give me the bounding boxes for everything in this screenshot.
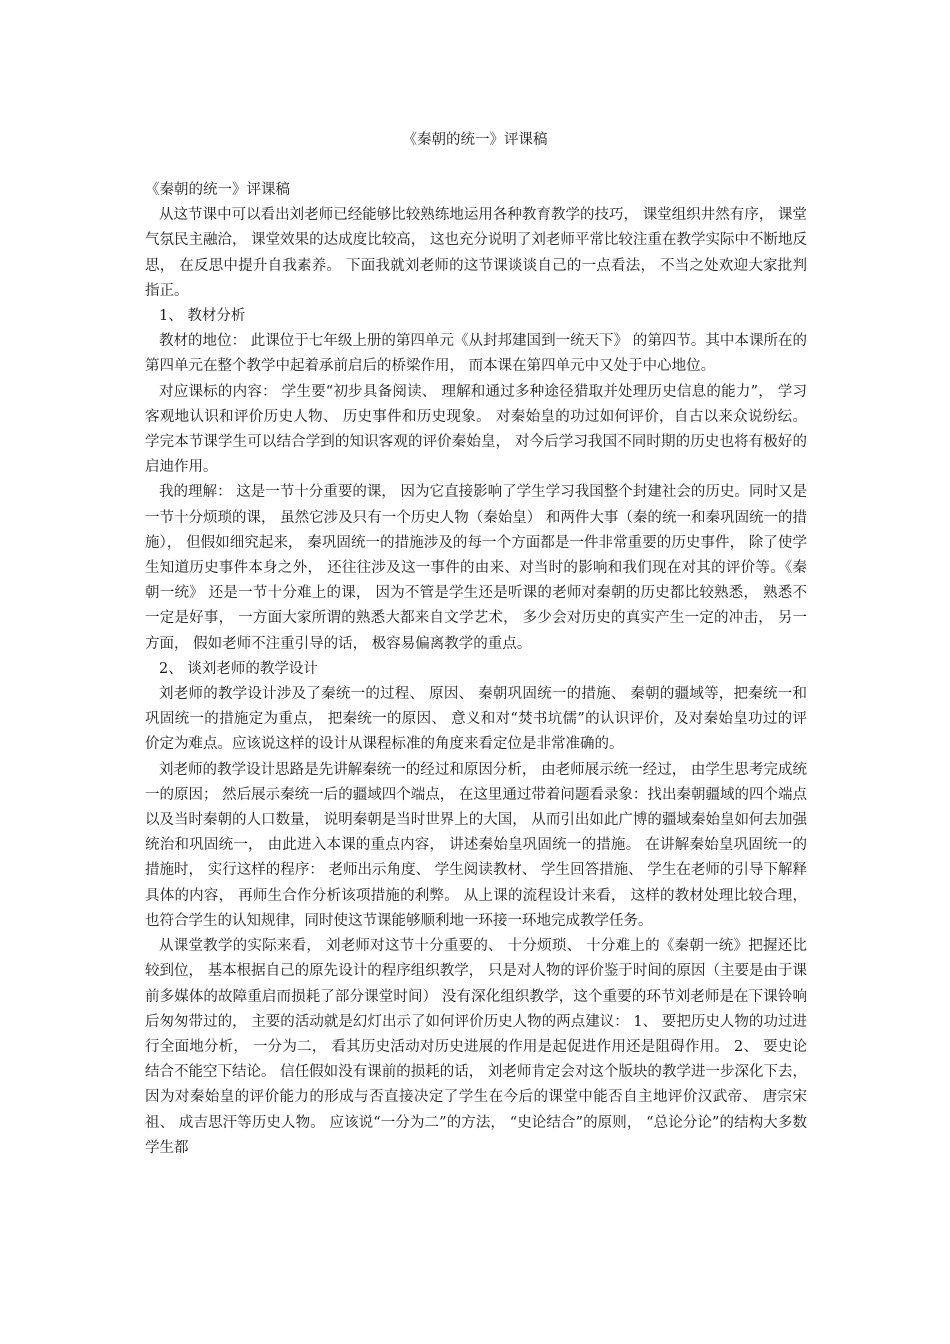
- page-title: 《秦朝的统一》评课稿: [402, 132, 548, 148]
- subtitle-line: 《秦朝的统一》评课稿: [145, 182, 290, 198]
- paragraph-classroom-practice: 从课堂教学的实际来看， 刘老师对这节十分重要的、 十分烦琐、 十分难上的《秦朝一统》把握还比较到位， 基本根据自己的原先设计的程序组织教学， 只是对人物的评价鉴于时间的原因（主要是由于课前多媒体的故障重启而损耗了部分课堂时间） 没有深化组织教学，这个重要的环节刘老师是在下课铃响后匆匆带过的， 主要的活动就是幻灯出示了如何评价历史人物的两点建议： 1、 要把历史人物的功过进行全面地分析， 一分为二， 看其历史活动对历史进展的作用是起促进作用还是阻碍作用。 2、 要史论结合不能空下结论。 信任假如没有课前的损耗的话， 刘老师肯定会对这个版块的教学进一步深化下去， 因为对秦始皇的评价能力的形成与否直接决定了学生在今后的课堂中能否自主地评价汉武帝、 唐宗宋祖、 成吉思汗等历史人物。 应该说“一分为二”的方法， “史论结合”的原则， “总论分论”的结构大多数学生都: [145, 938, 807, 1156]
- paragraph-curriculum-standard: 对应课标的内容： 学生要“初步具备阅读、 理解和通过多种途径猎取并处理历史信息的能力”， 学习客观地认识和评价历史人物、 历史事件和历史现象。 对秦始皇的功过如何评价，自古以来众说纷纭。 学完本节课学生可以结合学到的知识客观的评价秦始皇， 对今后学习我国不同时期的历史也将有极好的启迪作用。: [145, 383, 807, 476]
- section-heading-2: 2、 谈刘老师的教学设计: [159, 660, 318, 677]
- section-heading-1: 1、 教材分析: [159, 308, 246, 325]
- paragraph-design-approach: 刘老师的教学设计思路是先讲解秦统一的经过和原因分析， 由老师展示统一经过， 由学生思考完成统一的原因； 然后展示秦统一后的疆域四个端点， 在这里通过带着问题看录象：找出秦朝疆域的四个端点以及当时秦朝的人口数量， 说明秦朝是当时世界上的大国， 从而引出如此广博的疆域秦始皇如何去加强统治和巩固统一， 由此进入本课的重点内容， 讲述秦始皇巩固统一的措施。 在讲解秦始皇巩固统一的措施时， 实行这样的程序： 老师出示角度、 学生阅读教材、 学生回答措施、 学生在老师的引导下解释具体的内容， 再师生合作分析该项措施的利弊。 从上课的流程设计来看， 这样的教材处理比较合理， 也符合学生的认知规律，同时使这节课能够顺利地一环接一环地完成教学任务。: [145, 761, 807, 929]
- paragraph-design-content: 刘老师的教学设计涉及了秦统一的过程、 原因、 秦朝巩固统一的措施、 秦朝的疆域等，把秦统一和巩固统一的措施定为重点， 把秦统一的原因、 意义和对“焚书坑儒”的认识评价，及对秦始皇功过的评价定为难点。应该说这样的设计从课程标准的角度来看定位是非常准确的。: [145, 686, 807, 753]
- paragraph-intro: 从这节课中可以看出刘老师已经能够比较熟练地运用各种教育教学的技巧， 课堂组织井然有序， 课堂气氛民主融洽， 课堂效果的达成度比较高， 这也充分说明了刘老师平常比较注重在教学实际中不断地反思， 在反思中提升自我素养。 下面我就刘老师的这节课谈谈自己的一点看法， 不当之处欢迎大家批判指正。: [145, 207, 807, 299]
- paragraph-textbook-position: 教材的地位： 此课位于七年级上册的第四单元《从封邦建国到一统天下》 的第四节。其中本课所在的第四单元在整个教学中起着承前启后的桥梁作用， 而本课在第四单元中又处于中心地位。: [145, 333, 807, 375]
- document-body: [145, 178, 807, 1161]
- paragraph-my-understanding: 我的理解： 这是一节十分重要的课， 因为它直接影响了学生学习我国整个封建社会的历史。同时又是一节十分烦琐的课， 虽然它涉及只有一个历史人物（秦始皇） 和两件大事（秦的统一和秦巩固统一的措施）， 但假如细究起来， 秦巩固统一的措施涉及的每一个方面都是一件非常重要的历史事件， 除了使学生知道历史事件本身之外， 还往往涉及这一事件的由来、对当时的影响和我们现在对其的评价等。《秦朝一统》 还是一节十分难上的课， 因为不管是学生还是听课的老师对秦朝的历史都比较熟悉， 熟悉不一定是好事， 一方面大家所谓的熟悉大都来自文学艺术， 多少会对历史的真实产生一定的冲击， 另一方面， 假如老师不注重引导的话， 极容易偏离教学的重点。: [145, 484, 807, 652]
